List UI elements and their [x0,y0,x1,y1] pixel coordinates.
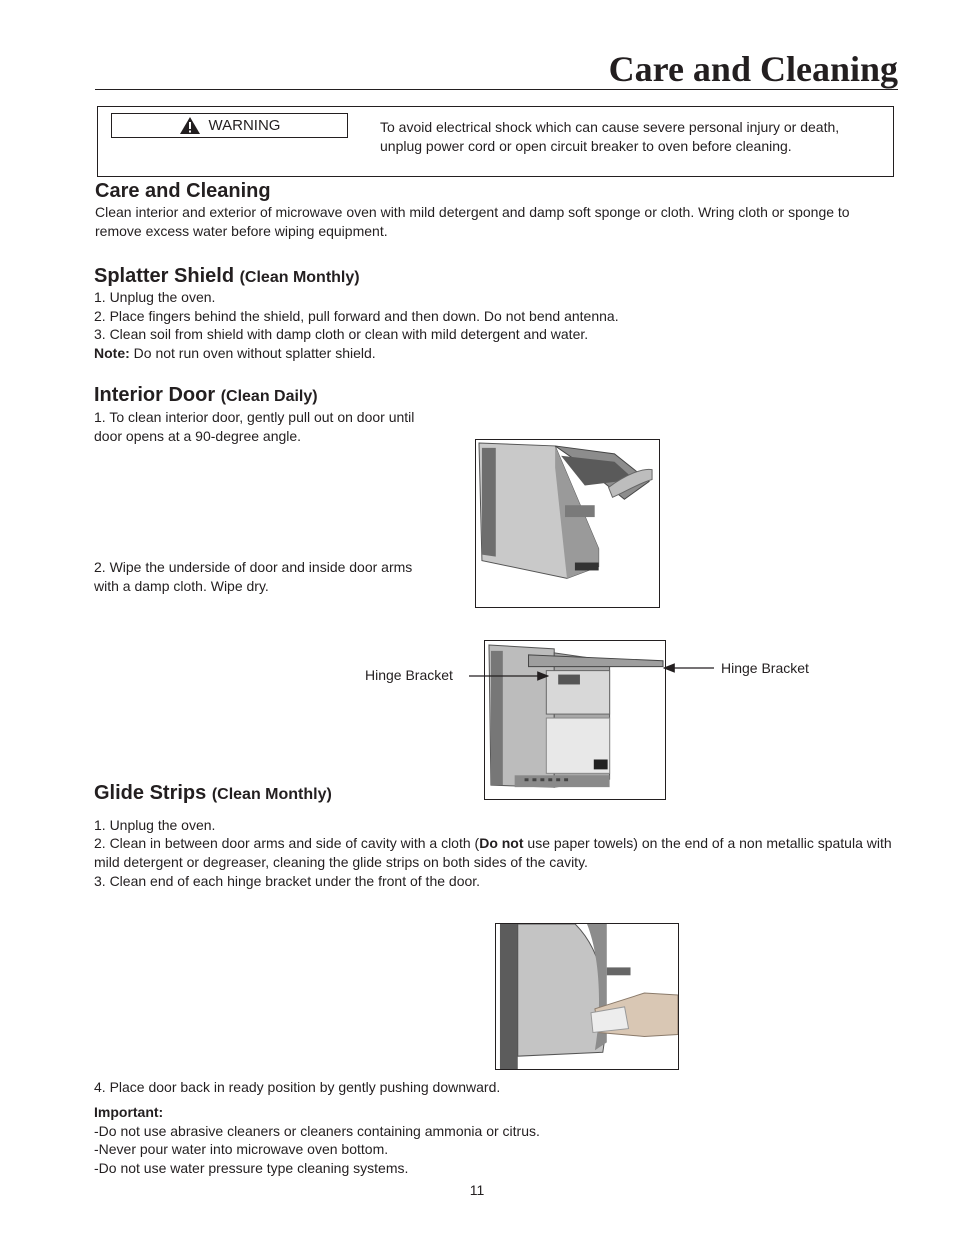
interior-frequency: (Clean Daily) [220,388,318,405]
interior-step-1: 1. To clean interior door, gently pull out on door until door opens at a 90-degree angle. [94,409,415,444]
glide-frequency: (Clean Monthly) [211,786,332,803]
important-item-3: -Do not use water pressure type cleaning systems. [94,1160,409,1176]
interior-heading [94,384,318,407]
splatter-step-2: 2. Place fingers behind the shield, pull forward and then down. Do not bend antenna. [94,308,619,324]
interior-step-2: 2. Wipe the underside of door and inside door arms with a damp cloth. Wipe dry. [94,559,413,594]
hinge-bracket-label-left: Hinge Bracket [365,667,453,683]
splatter-note [94,344,376,363]
glide-step-2-part-a: 2. Clean in between door arms and side of cavity with a cloth ( [94,835,480,851]
glide-heading [94,782,332,805]
warning-text: To avoid electrical shock which can cause severe personal injury or death, unplug power cord or open circuit breaker to oven before cleaning. [380,119,840,154]
photo-hinge-bracket [484,640,666,800]
glide-step-1: 1. Unplug the oven. [94,817,216,833]
care-heading: Care and Cleaning [95,180,271,202]
splatter-frequency: (Clean Monthly) [239,269,360,286]
glide-step-3: 3. Clean end of each hinge bracket under the front of the door. [94,873,481,889]
important-item-1: -Do not use abrasive cleaners or cleaners containing ammonia or citrus. [94,1123,540,1139]
note-label: Note: [94,345,130,361]
warning-label-box [111,113,348,138]
glide-step-4: 4. Place door back in ready position by gently pushing downward. [94,1079,501,1095]
care-text: Clean interior and exterior of microwave oven with mild detergent and damp soft sponge or cloth. Wring cloth or sponge to remove excess water before wiping equipment. [95,204,850,239]
splatter-step-3: 3. Clean soil from shield with damp cloth or clean with mild detergent and water. [94,326,589,342]
title-divider [95,89,898,90]
interior-title: Interior Door [94,384,216,406]
photo-door-open [475,439,660,608]
splatter-step-1: 1. Unplug the oven. [94,289,216,305]
important-label: Important: [94,1104,164,1120]
splatter-heading [94,265,360,288]
warning-triangle-icon [179,116,201,135]
warning-label: WARNING [208,117,281,134]
splatter-title: Splatter Shield [94,265,235,287]
page-number: 11 [469,1182,485,1198]
glide-step-2-part-b: use paper towels) on the end of a non metallic spatula with mild detergent or degreaser, cleaning the glide strips on both sides of the cavity. [94,835,892,870]
hinge-bracket-label-right: Hinge Bracket [721,660,809,676]
glide-title: Glide Strips [94,782,207,804]
glide-step-2-emphasis: Do not [479,835,524,851]
glide-step-2 [94,834,909,871]
note-text: Do not run oven without splatter shield. [129,345,376,361]
page-title: Care and Cleaning [608,49,898,89]
photo-glide-strip [495,923,679,1070]
important-item-2: -Never pour water into microwave oven bottom. [94,1141,389,1157]
